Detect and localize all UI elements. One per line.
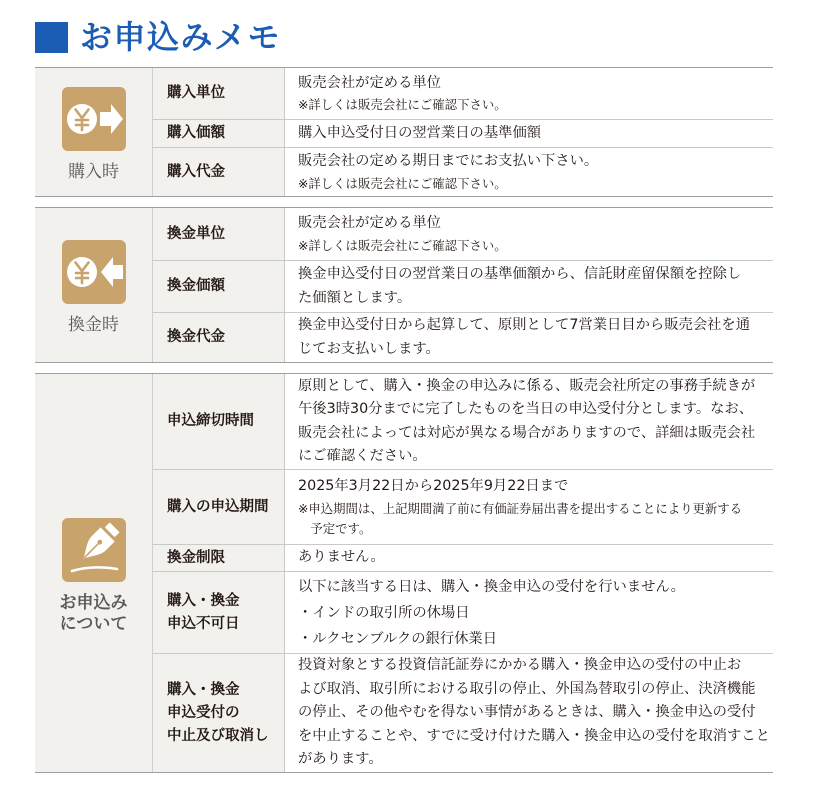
content-note: ※申込期間は、上記期間満了前に有価証券届出書を提出することにより更新する	[298, 500, 743, 516]
section-rows	[153, 374, 773, 772]
content-line: よび取消、取引所における取引の停止、外国為替取引の停止、決済機能	[298, 680, 756, 697]
category-cell	[35, 68, 153, 196]
row-label	[153, 374, 285, 469]
content-line: 換金申込受付日の翌営業日の基準価額から、信託財産留保額を控除し	[298, 266, 742, 282]
row-label-line: 購入単位	[167, 85, 225, 101]
row-label-line: 申込締切時間	[167, 413, 254, 429]
row-purchase-payment	[153, 147, 773, 196]
row-label	[153, 148, 285, 196]
row-label-line: 購入価額	[167, 125, 225, 141]
row-label-line: 申込不可日	[167, 615, 240, 632]
row-redemption-unit	[153, 208, 773, 260]
content-line: の停止、その他やむを得ない事情があるときは、購入・換金申込の受付	[298, 704, 756, 721]
row-label	[153, 120, 285, 147]
row-purchase-unit	[153, 68, 773, 119]
row-purchase-price	[153, 119, 773, 147]
row-label-line: 換金制限	[167, 549, 225, 566]
content-line: 午後3時30分までに完了したものを当日の申込受付分とします。なお、	[298, 401, 754, 417]
row-content	[285, 470, 773, 544]
category-label-line: 購入時	[68, 162, 119, 182]
row-label-line: 中止及び取消し	[167, 727, 269, 744]
content-line: を中止することや、すでに受け付けた購入・換金申込の受付を取消すこと	[298, 727, 770, 744]
section-redemption	[35, 207, 773, 363]
category-cell	[35, 374, 153, 772]
section-purchase	[35, 67, 773, 197]
page-title: お申込みメモ	[80, 18, 282, 56]
row-content	[285, 545, 773, 571]
row-content	[285, 313, 773, 362]
row-non-acceptance-days	[153, 571, 773, 653]
row-content	[285, 68, 773, 119]
row-label	[153, 261, 285, 312]
content-line: た価額とします。	[298, 289, 412, 306]
category-label-line: お申込み	[59, 592, 128, 613]
content-note: ※詳しくは販売会社にご確認下さい。	[298, 237, 507, 253]
row-label-line: 購入の申込期間	[167, 498, 269, 515]
row-label	[153, 654, 285, 772]
content-line: 販売会社が定める単位	[298, 74, 441, 91]
row-redemption-payment	[153, 312, 773, 362]
content-line: にご確認ください。	[298, 448, 427, 464]
category-label	[60, 593, 128, 635]
row-label-line: 換金代金	[167, 329, 225, 345]
row-label-line: 購入・換金	[167, 681, 240, 698]
row-label-line: 購入代金	[167, 163, 225, 180]
category-label	[68, 315, 119, 336]
section-rows	[153, 68, 773, 196]
content-line: 販売会社によっては対応が異なる場合がありますので、詳細は販売会社	[298, 424, 756, 441]
row-redemption-price	[153, 260, 773, 312]
row-content	[285, 572, 773, 653]
content-line: 購入申込受付日の翌営業日の基準価額	[298, 124, 542, 141]
content-line: があります。	[298, 751, 383, 768]
row-label	[153, 572, 285, 653]
row-label	[153, 313, 285, 362]
category-label-line: 換金時	[68, 315, 119, 335]
content-note: ※詳しくは販売会社にご確認下さい。	[298, 175, 507, 191]
section-application	[35, 373, 773, 773]
row-purchase-period	[153, 469, 773, 544]
title-bullet-square	[35, 22, 68, 53]
row-content	[285, 208, 773, 260]
content-line: 販売会社の定める期日までにお支払い下さい。	[298, 153, 599, 170]
row-label	[153, 68, 285, 119]
content-line: じてお支払いします。	[298, 340, 440, 357]
row-content	[285, 148, 773, 196]
yen-coin-left-arrow-icon	[62, 240, 126, 304]
category-label-line: について	[59, 613, 128, 634]
content-line: 以下に該当する日は、購入・換金申込の受付を行いません。	[298, 578, 685, 595]
content-line: 換金申込受付日から起算して、原則として7営業日目から販売会社を通	[298, 317, 751, 333]
application-memo-table	[35, 67, 773, 773]
row-label-line: 換金価額	[167, 278, 225, 294]
row-label	[153, 470, 285, 544]
content-line: 原則として、購入・換金の申込みに係る、販売会社所定の事務手続きが	[298, 377, 756, 394]
list-item: ・インドの取引所の休場日	[298, 604, 470, 621]
content-line: 販売会社が定める単位	[298, 215, 441, 232]
row-content	[285, 261, 773, 312]
content-line: 2025年3月22日から2025年9月22日まで	[298, 478, 569, 495]
row-content	[285, 374, 773, 469]
content-note: ※詳しくは販売会社にご確認下さい。	[298, 97, 507, 113]
row-order-cutoff-time	[153, 374, 773, 469]
yen-coin-right-arrow-icon	[62, 87, 126, 151]
category-label	[68, 162, 119, 183]
list-item: ・ルクセンブルクの銀行休業日	[298, 630, 498, 647]
content-line: 投資対象とする投資信託証券にかかる購入・換金申込の受付の中止お	[298, 657, 742, 674]
row-content	[285, 654, 773, 772]
yen-coin	[67, 257, 97, 287]
row-redemption-limit	[153, 544, 773, 571]
yen-coin	[67, 104, 97, 134]
category-cell	[35, 208, 153, 362]
content-line: ありません。	[298, 549, 385, 566]
row-content	[285, 120, 773, 147]
row-label	[153, 208, 285, 260]
row-label-line: 換金単位	[167, 225, 225, 242]
fountain-pen-nib-icon	[62, 518, 126, 582]
row-label	[153, 545, 285, 571]
row-suspension-cancellation	[153, 653, 773, 772]
content-note: 予定です。	[310, 520, 372, 536]
row-label-line: 申込受付の	[167, 704, 240, 721]
section-rows	[153, 208, 773, 362]
row-label-line: 購入・換金	[167, 592, 240, 609]
